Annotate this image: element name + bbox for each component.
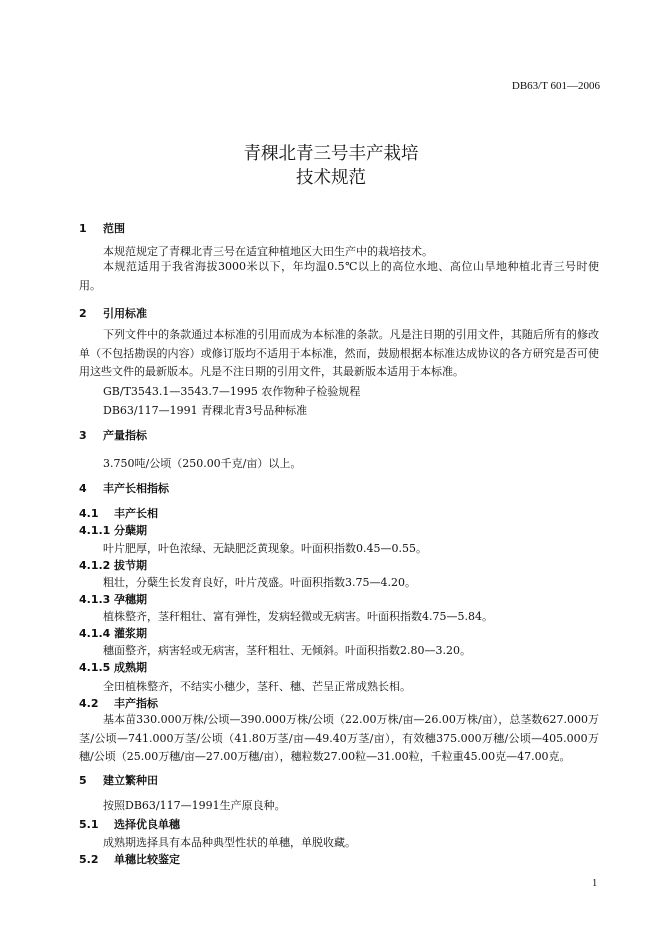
section-title: 成熟期 bbox=[114, 661, 147, 674]
document-title: 青稞北青三号丰产栽培 bbox=[243, 144, 419, 164]
section-heading-5 bbox=[79, 772, 158, 788]
section-heading-1 bbox=[79, 220, 125, 236]
section-title: 范围 bbox=[103, 222, 125, 235]
section-title: 孕穗期 bbox=[114, 593, 147, 606]
reference-item: GB/T3543.1—3543.7—1995 农作物种子检验规程 bbox=[103, 385, 361, 398]
paragraph: 叶片肥厚，叶色浓绿、无缺肥泛黄现象。叶面积指数0.45—0.55。 bbox=[103, 542, 427, 555]
section-heading-3 bbox=[79, 427, 147, 443]
section-title: 丰产长相指标 bbox=[103, 482, 169, 495]
section-number: 4.1.1 bbox=[79, 524, 111, 537]
section-title: 建立繁种田 bbox=[103, 774, 158, 787]
subsection-heading-4-1-2 bbox=[79, 557, 147, 573]
paragraph: 本规范适用于我省海拔3000米以下，年均温0.5℃以上的高位水地、高位山旱地种植北青三号时使用。 bbox=[79, 260, 599, 292]
subsection-heading-5-1 bbox=[79, 816, 180, 832]
section-number: 3 bbox=[79, 429, 87, 442]
subsection-heading-5-2 bbox=[79, 851, 180, 867]
section-title: 分蘖期 bbox=[114, 524, 147, 537]
section-title: 产量指标 bbox=[103, 429, 147, 442]
section-number: 2 bbox=[79, 307, 87, 320]
paragraph: 基本苗330.000万株/公顷—390.000万株/公顷（22.00万株/亩—26.00万株/亩），总茎数627.000万茎/公顷—741.000万茎/公顷（41.80万茎/亩—49.40万茎/亩），有效穗375.000万穗/公顷—405.000万穗/公顷（25.00万穗/亩—27.00万穗/亩），穗粒数27.00粒—31.00粒，千粒重45.00克—47.00克。 bbox=[79, 713, 599, 763]
section-number: 4.2 bbox=[79, 697, 99, 710]
section-number: 4.1.3 bbox=[79, 593, 111, 606]
paragraph: 成熟期选择具有本品种典型性状的单穗，单脱收藏。 bbox=[103, 836, 356, 849]
section-title: 选择优良单穗 bbox=[114, 818, 180, 831]
section-number: 4.1 bbox=[79, 507, 99, 520]
section-number: 4 bbox=[79, 482, 87, 495]
subsection-heading-4-1-1 bbox=[79, 522, 147, 538]
section-number: 4.1.5 bbox=[79, 661, 111, 674]
section-title: 丰产指标 bbox=[114, 697, 158, 710]
section-title: 丰产长相 bbox=[114, 507, 158, 520]
document-subtitle: 技术规范 bbox=[296, 168, 366, 188]
section-number: 5.1 bbox=[79, 818, 99, 831]
section-number: 4.1.2 bbox=[79, 559, 111, 572]
subsection-heading-4-1-5 bbox=[79, 659, 147, 675]
section-number: 5 bbox=[79, 774, 87, 787]
section-number: 4.1.4 bbox=[79, 627, 111, 640]
section-heading-2 bbox=[79, 305, 147, 321]
paragraph: 3.750吨/公顷（250.00千克/亩）以上。 bbox=[103, 457, 302, 470]
paragraph: 本规范规定了青稞北青三号在适宜种植地区大田生产中的栽培技术。 bbox=[103, 245, 433, 258]
section-title: 灌浆期 bbox=[114, 627, 147, 640]
section-heading-4 bbox=[79, 480, 169, 496]
subsection-heading-4-1-3 bbox=[79, 591, 147, 607]
paragraph: 穗面整齐，病害轻或无病害，茎秆粗壮、无倾斜。叶面积指数2.80—3.20。 bbox=[103, 644, 471, 657]
section-title: 单穗比较鉴定 bbox=[114, 853, 180, 866]
paragraph: 全田植株整齐，不结实小穗少，茎秆、穗、芒呈正常成熟长相。 bbox=[103, 680, 411, 693]
section-title: 拔节期 bbox=[114, 559, 147, 572]
page-number: 1 bbox=[592, 878, 598, 889]
section-number: 5.2 bbox=[79, 853, 99, 866]
standard-code: DB63/T 601—2006 bbox=[511, 80, 600, 92]
subsection-heading-4-1 bbox=[79, 505, 158, 521]
section-number: 1 bbox=[79, 222, 87, 235]
paragraph: 下列文件中的条款通过本标准的引用而成为本标准的条款。凡是注日期的引用文件，其随后所有的修改单（不包括勘误的内容）或修订版均不适用于本标准，然而，鼓励根据本标准达成协议的各方研究是否可使用这些文件的最新版本。凡是不注日期的引用文件，其最新版本适用于本标准。 bbox=[79, 328, 599, 378]
subsection-heading-4-2 bbox=[79, 695, 158, 711]
subsection-heading-4-1-4 bbox=[79, 625, 147, 641]
paragraph: 粗壮，分蘖生长发育良好，叶片茂盛。叶面积指数3.75—4.20。 bbox=[103, 576, 416, 589]
section-title: 引用标准 bbox=[103, 307, 147, 320]
paragraph: 按照DB63/117—1991生产原良种。 bbox=[103, 799, 286, 812]
reference-item: DB63/117—1991 青稞北青3号品种标准 bbox=[103, 404, 308, 417]
paragraph: 植株整齐，茎秆粗壮、富有弹性，发病轻微或无病害。叶面积指数4.75—5.84。 bbox=[103, 610, 493, 623]
